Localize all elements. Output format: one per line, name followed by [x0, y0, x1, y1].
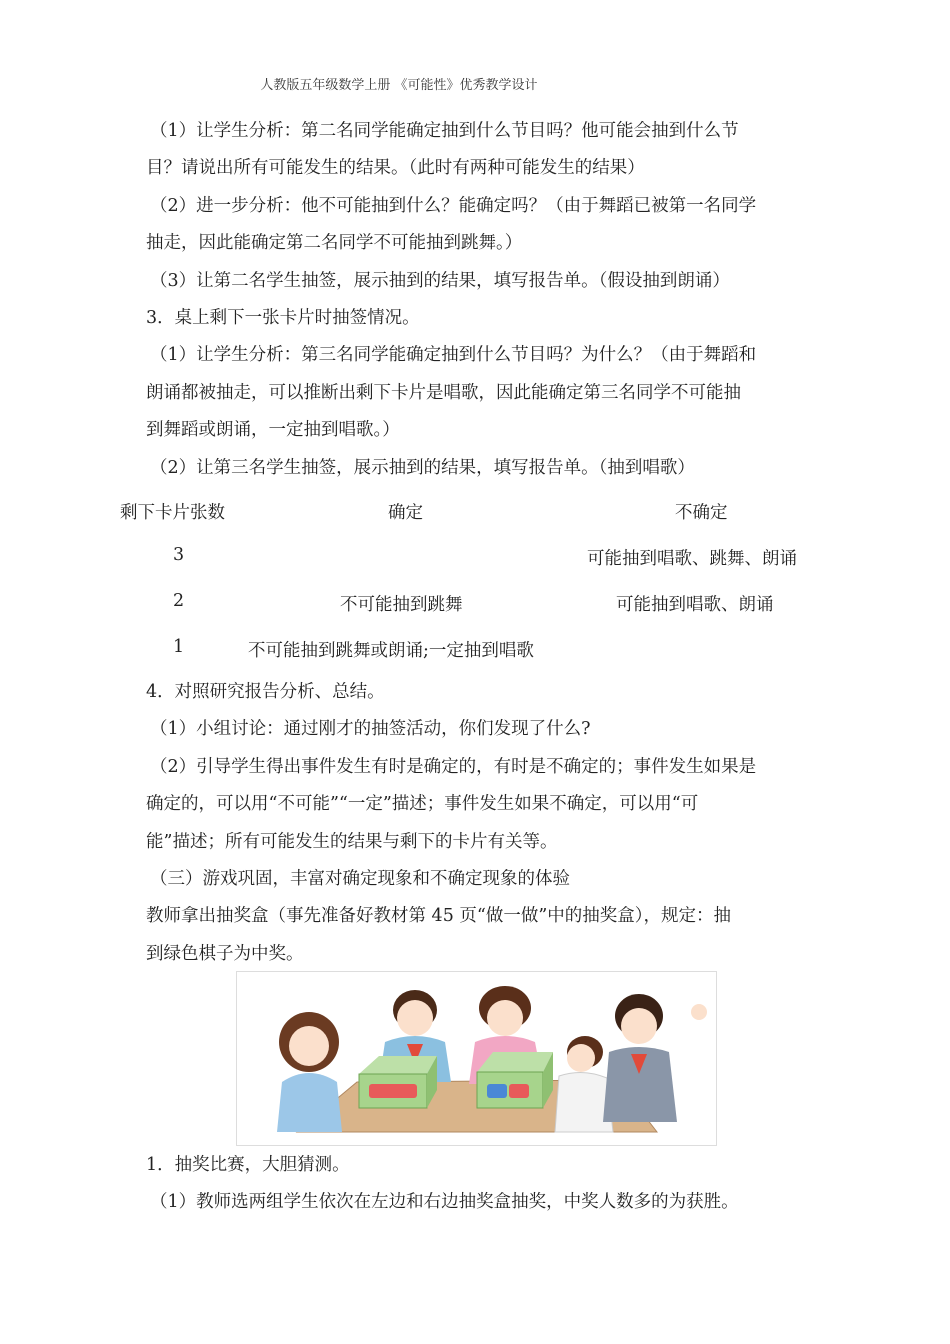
text-line: （1）小组讨论：通过刚才的抽签活动，你们发现了什么? — [150, 719, 591, 739]
text-line: （三）游戏巩固，丰富对确定现象和不确定现象的体验 — [150, 869, 570, 889]
table-cell-count: 2 — [173, 591, 185, 611]
table-cell-count: 1 — [173, 637, 185, 657]
text-line: 朗诵都被抽走，可以推断出剩下卡片是唱歌，因此能确定第三名同学不可能抽 — [146, 383, 741, 403]
text-line: （2）让第三名学生抽签，展示抽到的结果，填写报告单。（抽到唱歌） — [150, 458, 695, 478]
table-cell-uncertain: 可能抽到唱歌、跳舞、朗诵 — [587, 549, 797, 569]
lottery-illustration — [236, 971, 717, 1146]
table-header-uncertain: 不确定 — [675, 503, 728, 523]
text-line: 到舞蹈或朗诵，一定抽到唱歌。） — [146, 420, 400, 440]
text-line: （2）引导学生得出事件发生有时是确定的，有时是不确定的；事件发生如果是 — [150, 757, 757, 777]
table-header-certain: 确定 — [388, 503, 423, 523]
text-line: （1）教师选两组学生依次在左边和右边抽奖盒抽奖，中奖人数多的为获胜。 — [150, 1192, 739, 1212]
text-line: 能”描述；所有可能发生的结果与剩下的卡片有关等。 — [146, 832, 558, 852]
text-line: 4．对照研究报告分析、总结。 — [146, 682, 385, 702]
text-line: （3）让第二名学生抽签，展示抽到的结果，填写报告单。（假设抽到朗诵） — [150, 271, 730, 291]
text-line: 目？请说出所有可能发生的结果。（此时有两种可能发生的结果） — [146, 158, 645, 178]
text-line: （2）进一步分析：他不可能抽到什么？能确定吗？（由于舞蹈已被第一名同学 — [150, 196, 757, 216]
table-cell-uncertain: 可能抽到唱歌、朗诵 — [616, 595, 774, 615]
text-line: 教师拿出抽奖盒（事先准备好教材第 45 页“做一做”中的抽奖盒），规定：抽 — [146, 906, 732, 926]
table-cell-certain: 不可能抽到跳舞 — [340, 595, 463, 615]
text-line: 到绿色棋子为中奖。 — [146, 944, 304, 964]
table-header-count: 剩下卡片张数 — [120, 503, 225, 523]
page-header: 人教版五年级数学上册 《可能性》优秀教学设计 — [260, 78, 538, 93]
text-line: （1）让学生分析：第二名同学能确定抽到什么节目吗？他可能会抽到什么节 — [150, 121, 739, 141]
text-line: 抽走，因此能确定第二名同学不可能抽到跳舞。） — [146, 233, 523, 253]
table-cell-count: 3 — [173, 545, 185, 565]
children-lottery-drawing — [237, 972, 716, 1145]
text-line: 确定的，可以用“不可能”“一定”描述；事件发生如果不确定，可以用“可 — [146, 794, 699, 814]
text-line: （1）让学生分析：第三名同学能确定抽到什么节目吗？为什么？（由于舞蹈和 — [150, 345, 757, 365]
text-line: 1．抽奖比赛，大胆猜测。 — [146, 1155, 350, 1175]
table-cell-certain: 不可能抽到跳舞或朗诵;一定抽到唱歌 — [248, 641, 534, 661]
text-line: 3．桌上剩下一张卡片时抽签情况。 — [146, 308, 420, 328]
